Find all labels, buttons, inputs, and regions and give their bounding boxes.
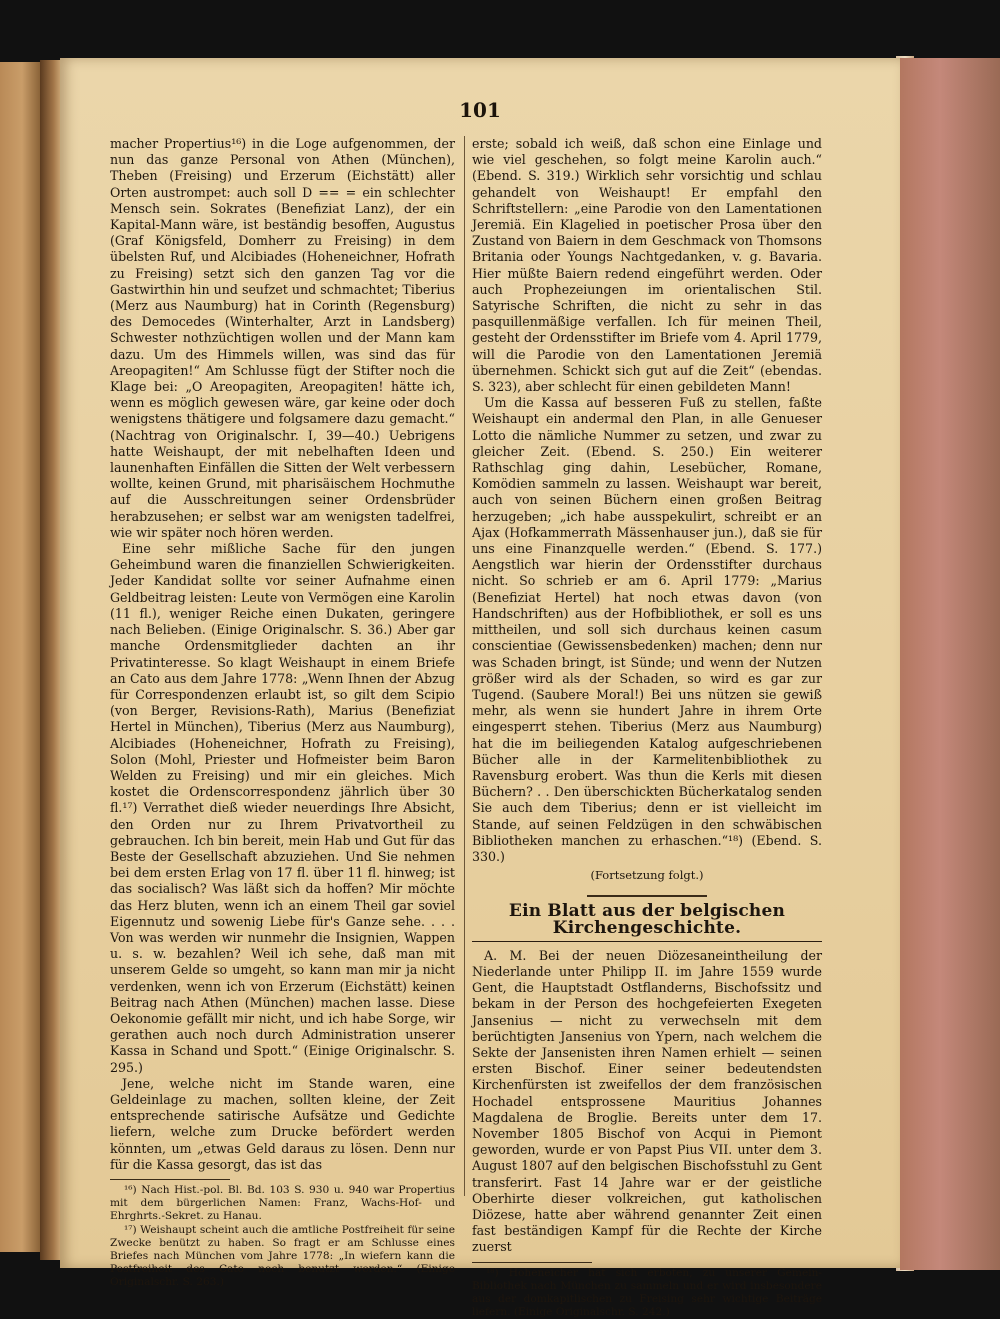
section-separator	[587, 895, 707, 897]
paragraph: erste; sobald ich weiß, daß schon eine Einlage und wie viel geschehen, so folgt meine Karolin auch.“ (Ebend. S. 319.) Wirklich sehr vorsichtig und schlau gehandelt von Weishaupt! Er empfahl den Schriftstellern: „eine Parodie von den Lamentationen Jeremiä. Ein Klagelied in poetischer Prosa über den Zustand von Baiern in dem Geschmack von Thomsons Britania oder Youngs Nachtgedanken, v. g. Bavaria. Hier müßte Baiern redend eingeführt werden. Oder auch Prophezeiungen im orientalischen Stil. Satyrische Schriften, die nicht zu sehr in das pasquillenmäßige verfallen. Ich für meinen Theil, gesteht der Ordensstifter im Briefe vom 4. April 1779, will die Parodie von den Lamentationen Jeremiä übernehmen. Schickt sich gut auf die Zeit“ (ebendas. S. 323), aber schlecht für einen gebildeten Mann!	[472, 136, 822, 395]
paragraph: A. M. Bei der neuen Diözesaneintheilung der Niederlande unter Philipp II. im Jahre 1559 wurde Gent, die Hauptstadt Ostflanderns, Bischofssitz und bekam in der Person des hochgefeierten Exegeten Jansenius — nicht zu verwechseln mit dem berüchtigten Jansenius von Ypern, nach welchem die Sekte der Jansenisten ihren Namen erhielt — seinen ersten Bischof. Einer seiner bedeutendsten Kirchenfürsten ist zweifellos der dem französischen Hochadel entsprossene Mauritius Johannes Magdalena de Broglie. Bereits unter dem 17. November 1805 Bischof von Acqui in Piemont geworden, wurde er von Papst Pius VII. unter dem 3. August 1807 auf den belgischen Bischofsstuhl zu Gent transferirt. Fast 14 Jahre war er der geistliche Oberhirte dieser volkreichen, gut katholischen Diözese, hatte aber während genannter Zeit einen fast beständigen Kampf für die Rechte der Kirche zuerst	[472, 947, 822, 1255]
continued-note: (Fortsetzung folgt.)	[590, 868, 704, 883]
column-rule	[464, 136, 465, 1196]
paragraph: macher Propertius¹⁶) in die Loge aufgenommen, der nun das ganze Personal von Athen (München), Theben (Freising) und Erzerum (Eichstätt) aller Orten austrompet: auch soll D == = ein schlechter Mensch sein. Sokrates (Benefiziat Lanz), der ein Kapital-Mann wäre, ist beständig besoffen, Augustus (Graf Königsfeld, Domherr zu Freising) in dem übelsten Ruf, und Alcibiades (Hoheneichner, Hofrath zu Freising) setzt sich den ganzen Tag vor die Gastwirthin hin und seufzet und schmachtet; Tiberius (Merz aus Naumburg) hat in Corinth (Regensburg) des Democedes (Winterhalter, Arzt in Landsberg) Schwester nothzüchtigen wollen und der Mann kam dazu. Um des Himmels willen, was sind das für Areopagiten!“ Am Schlusse fügt der Stifter noch die Klage bei: „O Areopagiten, Areopagiten! hätte ich, wenn es möglich gewesen wäre, gar keine oder doch wenigstens thätigere und folgsamere dazu gemacht.“ (Nachtrag von Originalschr. I, 39—40.) Uebrigens hatte Weishaupt, der mit nebelhaften Ideen und launenhaften Einfällen die Sitten der Welt verbessern wollte, keinen Grund, mit pharisäischem Hochmuthe auf die Ausschreitungen seiner Ordensbrüder herabzusehen; er selbst war am wenigsten tadelfrei, wie wir später noch hören werden.	[110, 136, 455, 540]
page	[60, 58, 900, 1319]
footnotes	[110, 1184, 455, 1290]
article-title: Ein Blatt aus der belgischen Kirchengeschichte.	[472, 903, 822, 941]
footnote-rule	[472, 1262, 592, 1263]
page-number: 101	[459, 98, 501, 122]
footnote-18: ¹⁸) Hoheneicher hat sich erboten, zu unserer Gemein-Bibliothek nach München zu sammeln und er wird insbesondere aus der domkapitlischen zu Freising sehr wichtige Beiträge liefern. (Einige Originalschr. S. 242.)	[472, 1266, 822, 1319]
previous-page-edge	[0, 62, 40, 1252]
footnote-rule	[110, 1179, 230, 1180]
paragraph: Jene, welche nicht im Stande waren, eine Geldeinlage zu machen, sollten kleine, der Zeit entsprechende satirische Aufsätze und Gedichte liefern, welche zum Drucke befördert werden könnten, um „etwas Geld daraus zu lösen. Denn nur für die Kassa gesorgt, das ist das	[110, 1075, 455, 1172]
footnotes	[472, 1267, 822, 1319]
paragraph: Eine sehr mißliche Sache für den jungen Geheimbund waren die finanziellen Schwierigkeiten. Jeder Kandidat sollte vor seiner Aufnahme einen Geldbeitrag leisten: Leute von Vermögen eine Karolin (11 fl.), weniger Reiche einen Dukaten, geringere nach Belieben. (Einige Originalschr. S. 36.) Aber gar manche Ordensmitglieder dachten an ihr Privatinteresse. So klagt Weishaupt in einem Briefe an Cato aus dem Jahre 1778: „Wenn Ihnen der Abzug für Correspondenzen erlaubt ist, so gilt dem Scipio (von Berger, Revisions-Rath), Marius (Benefiziat Hertel in München), Tiberius (Merz aus Naumburg), Alcibiades (Hoheneichner, Hofrath zu Freising), Solon (Mohl, Priester und Hofmeister beim Baron Welden zu Freising) und mir ein gleiches. Mich kostet die Ordenscorrespondenz jährlich über 30 fl.¹⁷) Verrathet dieß wieder neuerdings Ihre Absicht, den Orden nur zu Ihrem Privatvortheil zu gebrauchen. Ich bin bereit, mein Hab und Gut für das Beste der Gesellschaft abzuziehen. Und Sie nehmen bei dem ersten Erlag von 17 fl. über 11 fl. hinweg; ist das socialisch? Was läßt sich da hoffen? Mir möchte das Herz bluten, wenn ich an einem Theil gar soviel Eigennutz und sowenig Liebe für's Ganze sehe. . . . Von was werden wir nunmehr die Insignien, Wappen u. s. w. bezahlen? Weil ich sehe, daß man mit unserem Gelde so umgeht, so kann man mir ja nicht verdenken, wenn ich von Erzerum (Eichstätt) keinen Beitrag nach Athen (München) machen lasse. Diese Oekonomie gefällt mir nicht, und ich habe Sorge, wir gerathen auch noch durch Administration unserer Kassa in Schand und Spott.“ (Einige Originalschr. S. 295.)	[110, 541, 455, 1075]
footnote-17: ¹⁷) Weishaupt scheint auch die amtliche Postfreiheit für seine Zwecke benützt zu haben. So fragt er am Schlusse eines Briefes nach München vom Jahre 1778: „In wiefern kann die Postfreiheit des Cato noch benutzt werden.“ (Einige Originalschr. S. 263.)	[110, 1223, 455, 1289]
right-column	[472, 136, 822, 1319]
left-column	[110, 136, 455, 1290]
paragraph: Um die Kassa auf besseren Fuß zu stellen, faßte Weishaupt ein andermal den Plan, in alle Genueser Lotto die nämliche Nummer zu setzen, und zwar zu gleicher Zeit. (Ebend. S. 250.) Ein weiterer Rathschlag ging dahin, Lesebücher, Romane, Komödien sammeln zu lassen. Weishaupt war bereit, auch von seinen Büchern einen großen Beitrag herzugeben; „ich habe ausspekulirt, schreibt er an Ajax (Hofkammerrath Mässenhauser jun.), daß sie für uns eine Finanzquelle werden.“ (Ebend. S. 177.) Aengstlich war hierin der Ordensstifter durchaus nicht. So schrieb er am 6. April 1779: „Marius (Benefiziat Hertel) hat noch etwas davon (von Handschriften) aus der Hofbibliothek, er soll es uns mittheilen, und soll sich durchaus keinen casum conscientiae (Gewissensbedenken) machen; denn nur was Schaden bringt, ist Sünde; und wenn der Nutzen größer wird als der Schaden, so wird es gar zur Tugend. (Saubere Moral!) Bei uns nützen sie gewiß mehr, als wenn sie hundert Jahre in ihrem Orte eingesperrt stehen. Tiberius (Merz aus Naumburg) hat die im beiliegenden Katalog aufgeschriebenen Bücher alle in der Karmelitenbibliothek zu Ravensburg erobert. Was thun die Kerls mit diesen Büchern? . . Den überschickten Bücherkatalog senden Sie auch dem Tiberius; denn er ist vielleicht im Stande, auf seinen Feldzügen in den schwäbischen Bibliotheken manchen zu erhaschen.“¹⁸) (Ebend. S. 330.)	[472, 395, 822, 864]
footnote-16: ¹⁶) Nach Hist.-pol. Bl. Bd. 103 S. 930 u. 940 war Propertius mit dem bürgerlichen Namen: Franz, Wachs-Hof- und Ehrghrts.-Sekret. zu Hanau.	[110, 1184, 455, 1223]
book-gutter	[40, 60, 62, 1260]
book-cover	[900, 58, 1000, 1270]
